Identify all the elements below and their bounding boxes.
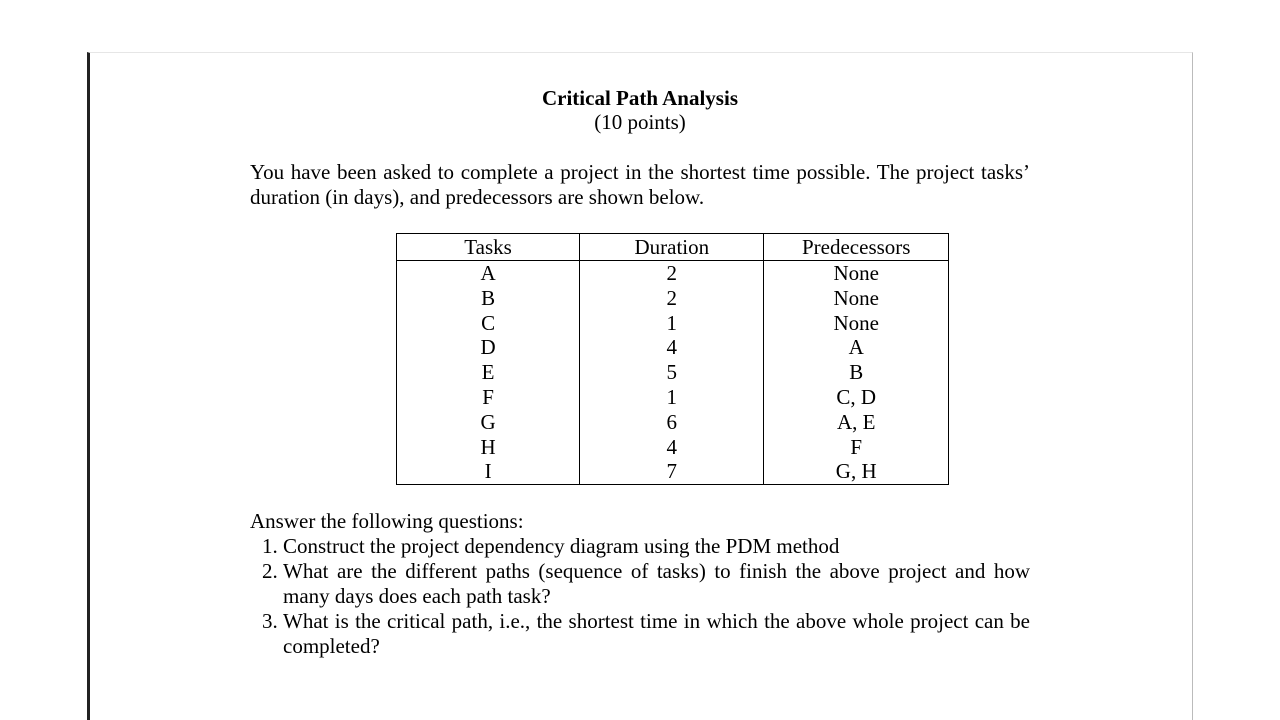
duration-cell: 1 [580, 385, 764, 410]
table-row [397, 410, 949, 435]
duration-cell: 5 [580, 360, 764, 385]
duration-cell: 1 [580, 311, 764, 336]
task-cell: A [397, 261, 580, 286]
task-cell: G [397, 410, 580, 435]
predecessors-cell: C, D [764, 385, 949, 410]
duration-cell: 7 [580, 459, 764, 484]
predecessors-cell: F [764, 435, 949, 460]
task-cell: B [397, 286, 580, 311]
table-row [397, 311, 949, 336]
task-cell: D [397, 335, 580, 360]
questions-section [250, 509, 1030, 659]
duration-cell: 2 [580, 261, 764, 286]
question-item: 3. What is the critical path, i.e., the shortest time in which the above whole project can be completed? [283, 609, 1030, 659]
task-cell: F [397, 385, 580, 410]
predecessors-cell: G, H [764, 459, 949, 484]
table-row [397, 435, 949, 460]
header-predecessors: Predecessors [764, 234, 949, 261]
predecessors-cell: None [764, 261, 949, 286]
duration-cell: 6 [580, 410, 764, 435]
table-row [397, 385, 949, 410]
document-subtitle: (10 points) [594, 110, 686, 134]
duration-cell: 2 [580, 286, 764, 311]
task-cell: C [397, 311, 580, 336]
header-tasks: Tasks [397, 234, 580, 261]
task-cell: H [397, 435, 580, 460]
predecessors-cell: None [764, 286, 949, 311]
predecessors-cell: B [764, 360, 949, 385]
question-item: 2. What are the different paths (sequence of tasks) to finish the above project and how many days does each path task? [283, 559, 1030, 609]
duration-cell: 4 [580, 435, 764, 460]
predecessors-cell: A, E [764, 410, 949, 435]
table-row [397, 360, 949, 385]
table-header-row [397, 234, 949, 261]
tasks-table [396, 233, 949, 485]
table-row [397, 286, 949, 311]
table-row [397, 261, 949, 286]
header-duration: Duration [580, 234, 764, 261]
table-row [397, 335, 949, 360]
document-title: Critical Path Analysis [541, 86, 738, 110]
predecessors-cell: None [764, 311, 949, 336]
task-cell: I [397, 459, 580, 484]
predecessors-cell: A [764, 335, 949, 360]
duration-cell: 4 [580, 335, 764, 360]
question-item: 1. Construct the project dependency diagram using the PDM method [283, 534, 1030, 559]
task-cell: E [397, 360, 580, 385]
questions-heading: Answer the following questions: [250, 509, 524, 533]
questions-list [250, 534, 1030, 659]
table-row [397, 459, 949, 484]
intro-paragraph: You have been asked to complete a project in the shortest time possible. The project tasks’ duration (in days), and predecessors are shown below. [250, 160, 1030, 209]
